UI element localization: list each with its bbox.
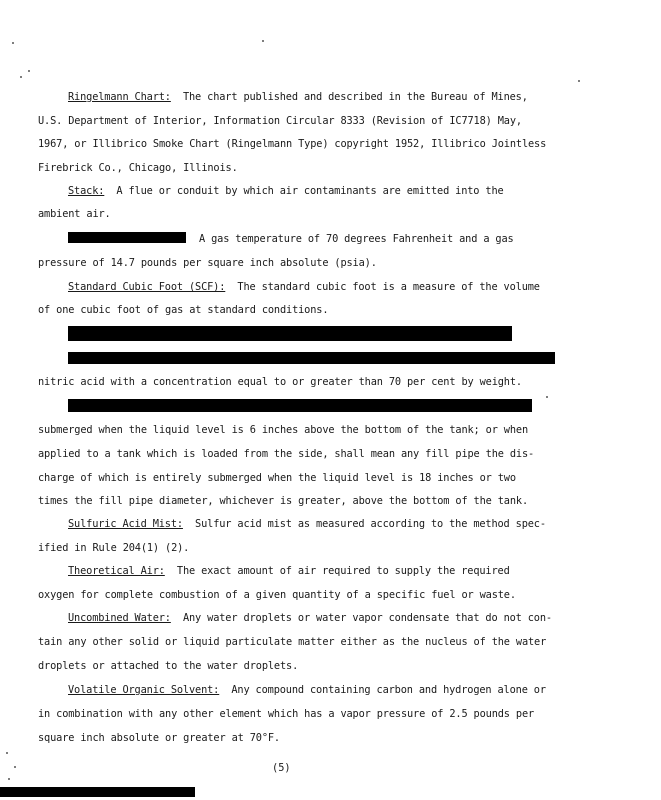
- uncombined-line-1: [68, 611, 661, 625]
- submerged-line-1: submerged when the liquid level is 6 inches above the bottom of the tank; or when: [38, 424, 528, 436]
- submerged-line-3: charge of which is entirely submerged when the liquid level is 18 inches or two: [38, 472, 516, 484]
- uncombined-text-1: Any water droplets or water vapor condensate that do not con-: [182, 612, 552, 624]
- ringelmann-line-3: 1967, or Illibrico Smoke Chart (Ringelmann Type) copyright 1952, Illibrico Jointless: [38, 138, 547, 150]
- scan-speck: [8, 778, 10, 780]
- page-number: (5): [272, 762, 291, 774]
- submerged-line-4: times the fill pipe diameter, whichever is greater, above the bottom of the tank.: [38, 495, 528, 507]
- theoretical-line-2: oxygen for complete combustion of a given quantity of a specific fuel or waste.: [38, 589, 516, 601]
- submerged-line-2: applied to a tank which is loaded from the side, shall mean any fill pipe the dis-: [38, 448, 535, 460]
- uncombined-line-3: droplets or attached to the water droplets.: [38, 660, 299, 672]
- sulfuric-text-1: Sulfur acid mist as measured according to the method spec-: [195, 518, 546, 530]
- scan-speck: [262, 40, 264, 42]
- scan-speck: [14, 766, 16, 768]
- scan-speck: [578, 80, 580, 82]
- uncombined-line-2: tain any other solid or liquid particulate matter either as the nucleus of the water: [38, 636, 547, 648]
- standard-conditions-line-1: A gas temperature of 70 degrees Fahrenheit and a gas: [199, 233, 514, 245]
- scf-line-2: of one cubic foot of gas at standard conditions.: [38, 304, 329, 316]
- volatile-line-3: square inch absolute or greater at 70°F.: [38, 732, 280, 744]
- term-uncombined-water: Uncombined Water:: [68, 612, 171, 624]
- redaction-bar: [0, 787, 195, 797]
- stack-line-2: ambient air.: [38, 208, 111, 220]
- redaction-bar: [68, 232, 186, 243]
- sulfuric-line-2: ified in Rule 204(1) (2).: [38, 542, 190, 554]
- term-stack: Stack:: [68, 185, 105, 197]
- nitric-line-1: nitric acid with a concentration equal to or greater than 70 per cent by weight.: [38, 376, 522, 388]
- term-scf: Standard Cubic Foot (SCF):: [68, 281, 226, 293]
- ringelmann-line-1: [68, 90, 661, 104]
- scan-speck: [20, 76, 22, 78]
- term-sulfuric-acid-mist: Sulfuric Acid Mist:: [68, 518, 183, 530]
- scan-speck: [28, 70, 30, 72]
- term-theoretical-air: Theoretical Air:: [68, 565, 165, 577]
- scan-speck: [6, 752, 8, 754]
- scf-text-1: The standard cubic foot is a measure of the volume: [237, 281, 540, 293]
- volatile-text-1: Any compound containing carbon and hydrogen alone or: [231, 684, 546, 696]
- theoretical-line-1: [68, 564, 661, 578]
- theoretical-text-1: The exact amount of air required to supply the required: [176, 565, 510, 577]
- redaction-bar: [68, 326, 512, 341]
- volatile-line-1: [68, 683, 661, 697]
- ringelmann-line-2: U.S. Department of Interior, Information Circular 8333 (Revision of IC7718) May,: [38, 115, 522, 127]
- stack-line-1: [68, 184, 661, 198]
- volatile-line-2: in combination with any other element which has a vapor pressure of 2.5 pounds per: [38, 708, 535, 720]
- sulfuric-line-1: [68, 517, 661, 531]
- redaction-bar: [68, 352, 555, 364]
- ringelmann-line-4: Firebrick Co., Chicago, Illinois.: [38, 162, 238, 174]
- standard-conditions-line-2: pressure of 14.7 pounds per square inch absolute (psia).: [38, 257, 377, 269]
- ringelmann-text-1: The chart published and described in the Bureau of Mines,: [182, 91, 528, 103]
- scf-line-1: [68, 280, 661, 294]
- redaction-bar: [68, 399, 532, 412]
- stack-text-1: A flue or conduit by which air contaminants are emitted into the: [116, 185, 504, 197]
- scan-speck: [12, 42, 14, 44]
- term-volatile-organic-solvent: Volatile Organic Solvent:: [68, 684, 220, 696]
- term-ringelmann: Ringelmann Chart:: [68, 91, 171, 103]
- scan-speck: [546, 396, 548, 398]
